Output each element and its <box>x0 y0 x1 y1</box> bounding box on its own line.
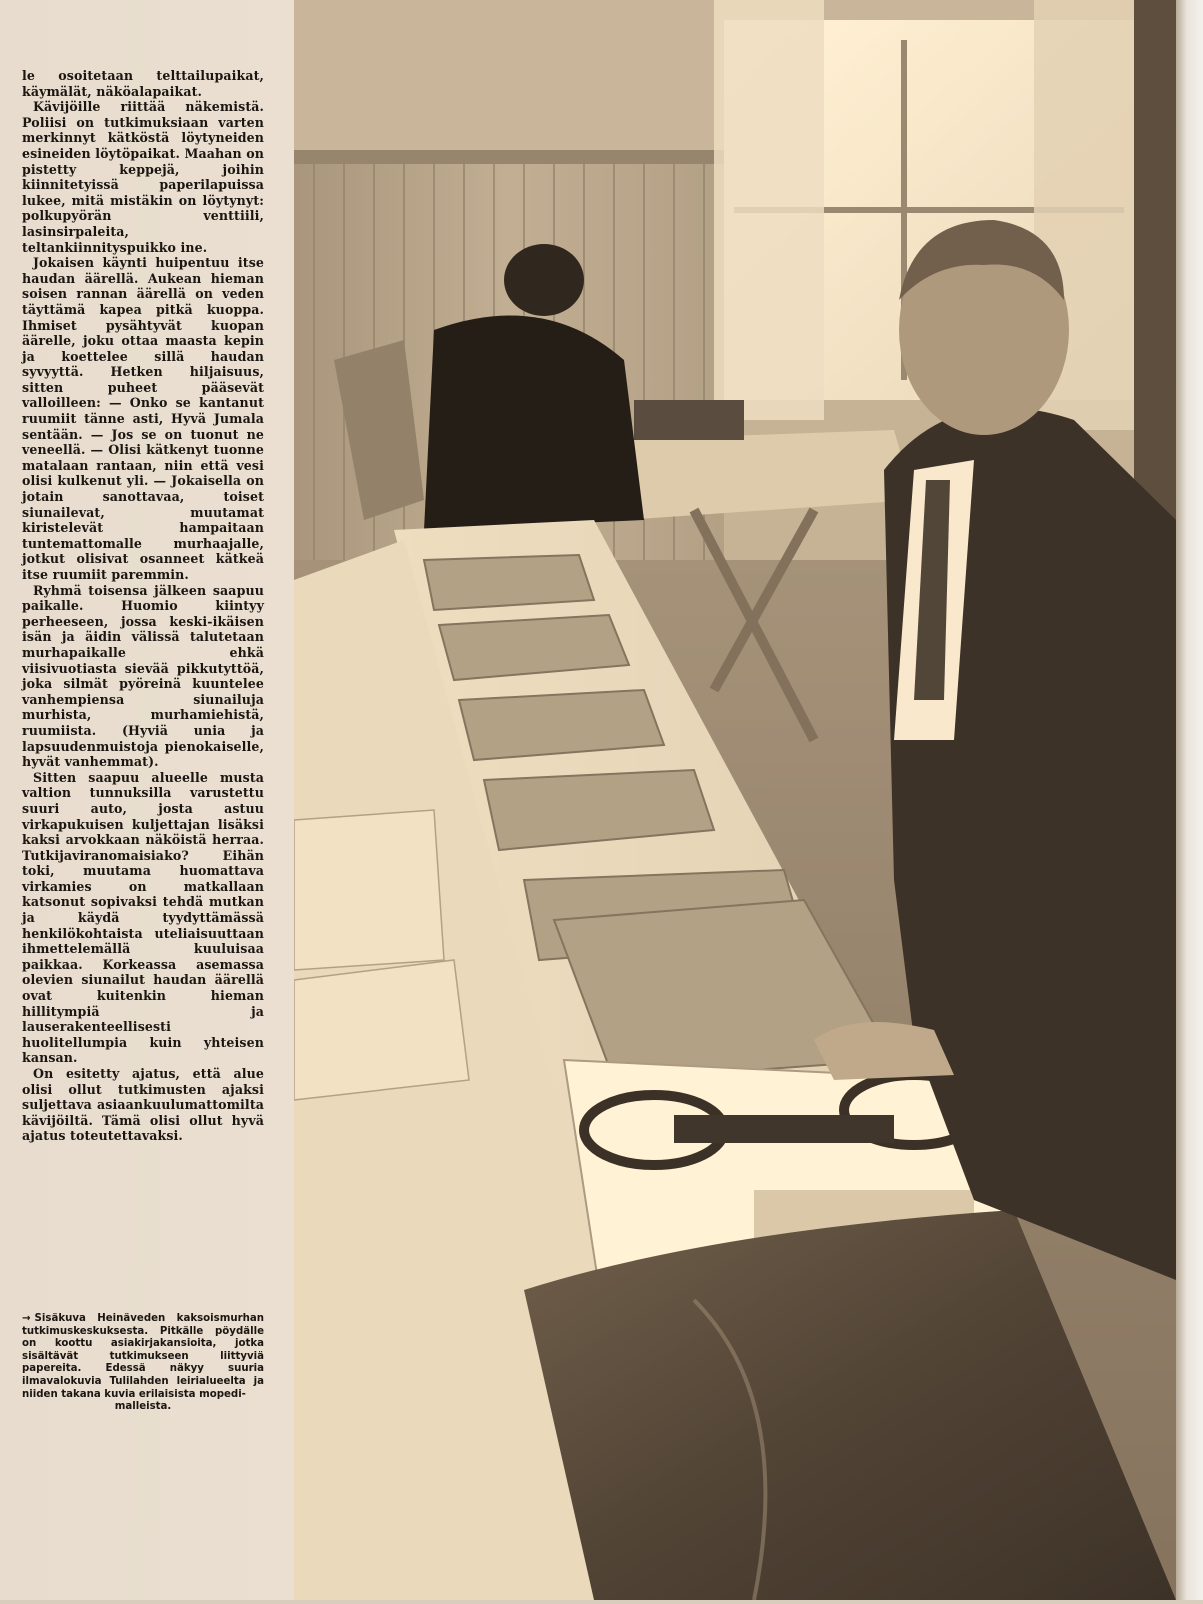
page-edge <box>1176 0 1203 1600</box>
article-paragraph-1: le osoitetaan telttailupaikat, käymälät, näköalapaikat. <box>22 68 264 99</box>
article-paragraph-6: On esitetty ajatus, että alue olisi ollut tutkimusten ajaksi suljettava asiaankuulumattomilta kävijöiltä. Tämä olisi ollut hyvä ajatus toteutettavaksi. <box>22 1066 264 1144</box>
arrow-right-icon: → <box>22 1313 31 1324</box>
caption-last-line: malleista. <box>114 1401 172 1413</box>
article-paragraph-2: Kävijöille riittää näkemistä. Poliisi on tutkimuksiaan varten merkinnyt kätköstä löytyneiden esineiden löytöpaikat. Maahan on pistetty keppejä, joihin kiinnitetyissä paperilapuissa lukee, mitä mistäkin on löytynyt: polkupyörän venttiili, lasinsirpaleita, teltankiinnityspuikko ine. <box>22 99 265 255</box>
article-body <box>22 68 264 1144</box>
investigation-room-photo <box>294 0 1176 1600</box>
article-text-column <box>22 68 264 1144</box>
photo-caption <box>22 1313 264 1414</box>
photo-illustration <box>294 0 1176 1600</box>
article-paragraph-5: Sitten saapuu alueelle musta valtion tunnuksilla varustettu suuri auto, josta astuu virkapukuisen kuljettajan lisäksi kaksi arvokkaan näköistä herraa. Tutkijaviranomaisiako? Eihän toki, muutama huomattava virkamies on matkallaan katsonut sopivaksi tehdä mutkan ja käydä tyydyttämässä henkilökohtaista uteliaisuuttaan ihmettelemällä kuuluisaa paikkaa. Korkeassa asemassa olevien siunailut haudan äärellä ovat kuitenkin hieman hillitympiä ja lauserakenteellisesti huolitellumpia kuin yhteisen kansan. <box>22 769 264 1066</box>
article-paragraph-3: Jokaisen käynti huipentuu itse haudan äärellä. Aukean hieman soisen rannan äärellä on veden täyttämä kapea pitkä kuoppa. Ihmiset pysähtyvät kuopan äärelle, joku ottaa maasta kepin ja koettelee sillä haudan syvyyttä. Hetken hiljaisuus, sitten puheet pääsevät valloilleen: — Onko se kantanut ruumiit tänne asti, Hyvä Jumala sentään. — Jos se on tuonut ne veneellä. — Olisi kätkenyt tuonne matalaan rantaan, niin että vesi olisi kulkenut yli. — Jokaisella on jotain sanottavaa, toiset siunailevat, muutamat kiristelevät hampaitaan tuntemattomalle murhaajalle, jotkut olisivat osanneet kätkeä itse ruumiit paremmin. <box>22 255 264 582</box>
caption-text: Sisäkuva Heinäveden kaksoismurhan tutkimuskeskuksesta. Pitkälle pöydälle on koottu asiakirjakansioita, jotka sisältävät tutkimukseen liittyviä papereita. Edessä näkyy suuria ilmavalokuvia Tulilahden leirialueelta ja niiden takana kuvia erilaisista mopedi- <box>22 1313 264 1400</box>
article-paragraph-4: Ryhmä toisensa jälkeen saapuu paikalle. Huomio kiintyy perheeseen, jossa keski-ikäisen isän ja äidin välissä talutetaan murhapaikalle ehkä viisivuotiasta sievää pikkutyttöä, joka silmät pyöreinä kuuntelee vanhempiensa siunailuja murhista, murhamiehistä, ruumiista. (Hyviä unia ja lapsuudenmuistoja pienokaiselle, hyvät vanhemmat). <box>22 582 264 770</box>
